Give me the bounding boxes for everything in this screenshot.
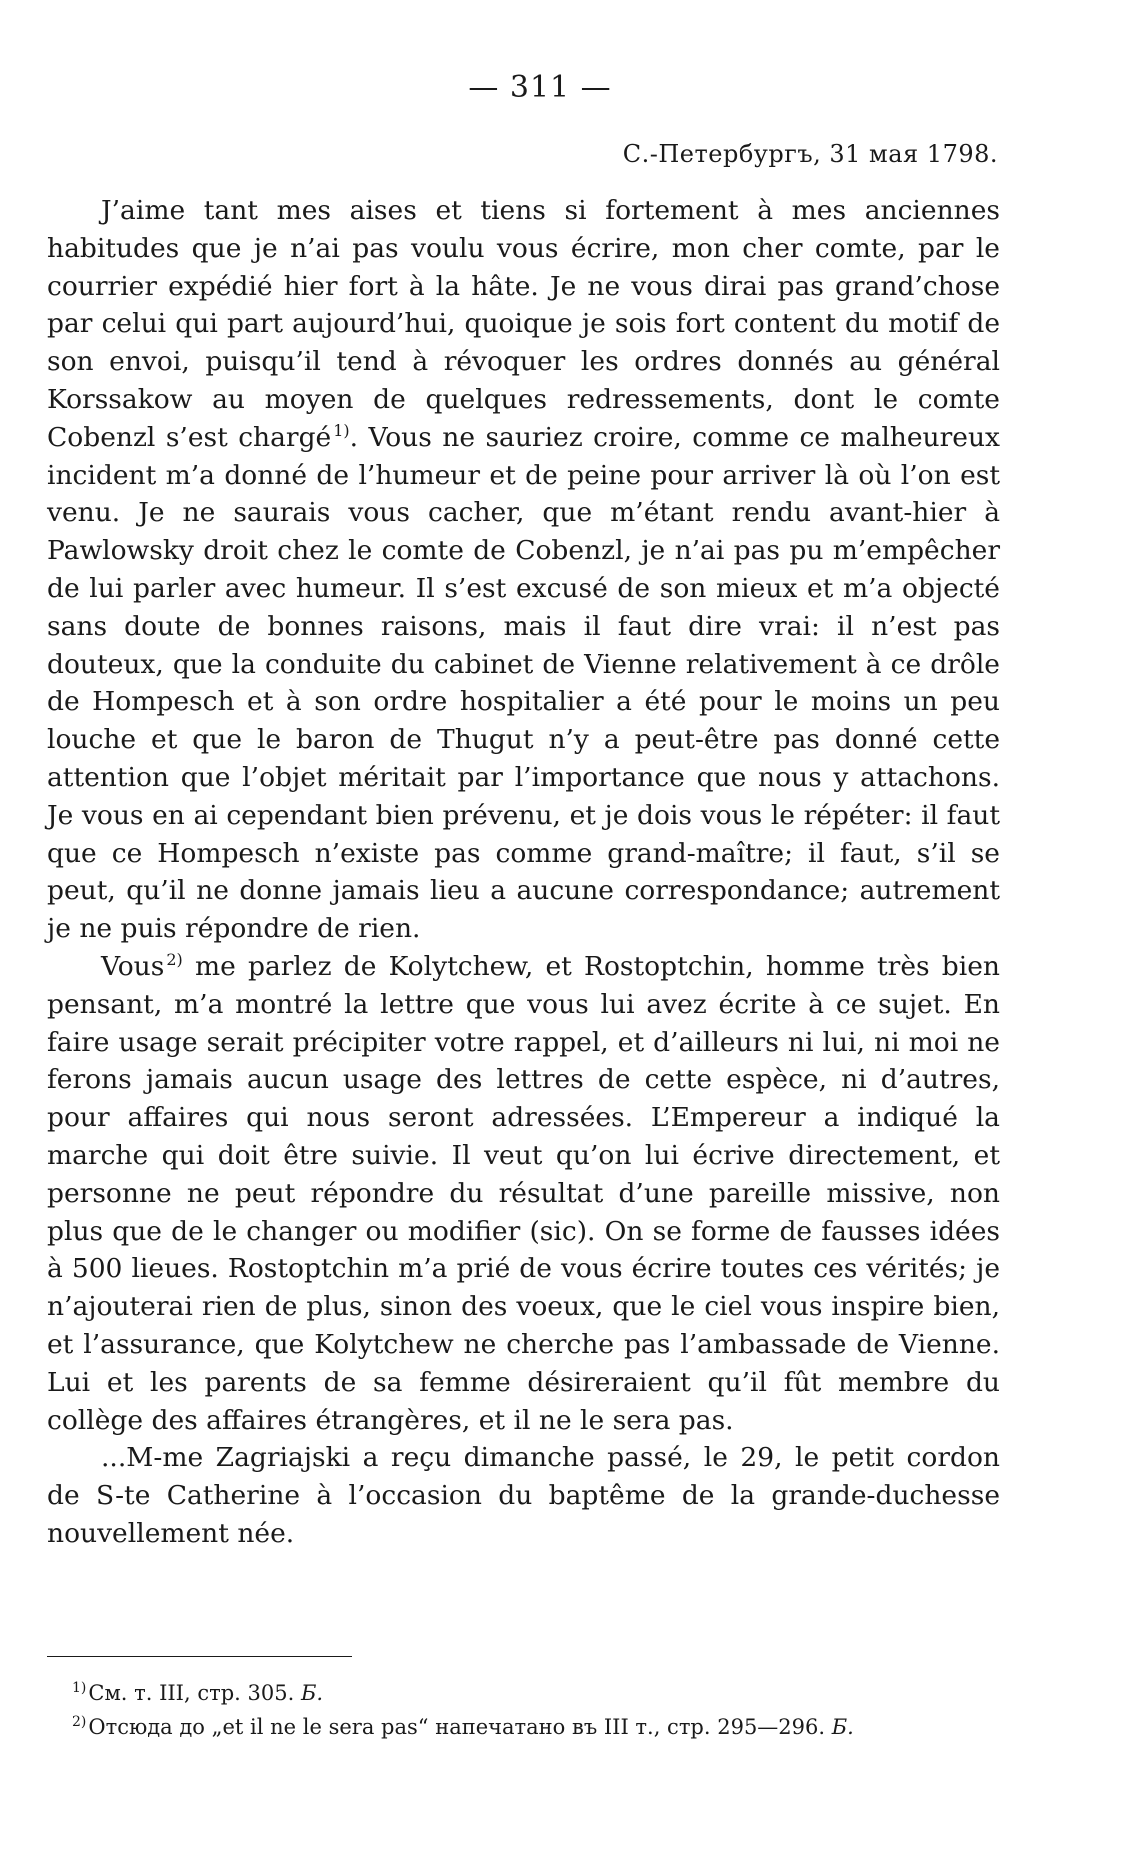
paragraph-1-text-a: J’aime tant mes aises et tiens si fortement à mes anciennes habitudes que je n’ai pas voulu vous écrire, mon cher comte, par le courrier expédié hier fort à la hâte. Je ne vous dirai pas grand’chose par celui qui part aujourd’hui, quoique je sois fort content du motif de son envoi, puisqu’il tend à révoquer les ordres donnés au général Korssakow au moyen de quelques redressements, dont le comte Cobenzl s’est chargé [47, 195, 1000, 453]
footnote-2-text: Отсюда до „et il ne le sera pas“ напечатано въ III т., стр. 295—296. [88, 1715, 832, 1739]
paragraph-1 [47, 192, 1000, 948]
paragraph-2-text-a: Vous [101, 950, 165, 982]
footnote-2-mark: 2) [72, 1714, 87, 1730]
footnote-divider [47, 1656, 352, 1657]
footnote-1-mark: 1) [72, 1680, 87, 1696]
paragraph-1-text-b: . Vous ne sauriez croire, comme ce malheureux incident m’a donné de l’humeur et de peine pour arriver là où l’on est venu. Je ne saurais vous cacher, que m’étant rendu avant-hier à Pawlowsky droit chez le comte de Cobenzl, je n’ai pas pu m’empêcher de lui parler avec humeur. Il s’est excusé de son mieux et m’a objecté sans doute de bonnes raisons, mais il faut dire vrai: il n’est pas douteux, que la conduite du cabinet de Vienne relativement à ce drôle de Hompesch et à son ordre hospitalier a été pour le moins un peu louche et que le baron de Thugut n’y a peut-être pas donné cette attention que l’objet méritait par l’importance que nous y attachons. Je vous en ai cependant bien prévenu, et je dois vous le répéter: il faut que ce Hompesch n’existe pas comme grand-maître; il faut, s’il se peut, qu’il ne donne jamais lieu a aucune correspondance; autrement je ne puis répondre de rien. [47, 421, 1000, 945]
footnote-2 [72, 1710, 1012, 1744]
page-number: — 311 — [468, 70, 612, 105]
paragraph-3: ...M-me Zagriajski a reçu dimanche passé, le 29, le petit cordon de S-te Catherine à l’occasion du baptême de la grande-duchesse nouvellement née. [47, 1442, 1000, 1549]
dateline: С.-Петербургъ, 31 мая 1798. [622, 140, 998, 168]
paragraph-2 [47, 948, 1000, 1439]
letter-body [47, 192, 1000, 1553]
footnote-1 [72, 1676, 1012, 1710]
footnote-ref-1: 1) [333, 420, 350, 440]
paragraph-2-text-b: me parlez de Kolytchew, et Rostoptchin, homme très bien pensant, m’a montré la lettre que vous lui avez écrite à ce sujet. En faire usage serait précipiter votre rappel, et d’ailleurs ni lui, ni moi ne ferons jamais aucun usage des lettres de cette espèce, ni d’autres, pour affaires qui nous seront adressées. L’Empereur a indiqué la marche qui doit être suivie. Il veut qu’on lui écrive directement, et personne ne peut répondre du résultat d’une pareille missive, non plus que de le changer ou modifier (sic). On se forme de fausses idées à 500 lieues. Rostoptchin m’a prié de vous écrire toutes ces vérités; je n’ajouterai rien de plus, sinon des voeux, que le ciel vous inspire bien, et l’assurance, que Kolytchew ne cherche pas l’ambassade de Vienne. Lui et les parents de sa femme désireraient qu’il fût membre du collège des affaires étrangères, et il ne le sera pas. [47, 950, 1000, 1436]
footnotes [72, 1676, 1012, 1744]
footnote-1-text: См. т. III, стр. 305. [88, 1681, 301, 1705]
footnote-2-sign: Б. [831, 1715, 854, 1739]
footnote-ref-2: 2) [166, 950, 183, 970]
footnote-1-sign: Б. [300, 1681, 324, 1705]
